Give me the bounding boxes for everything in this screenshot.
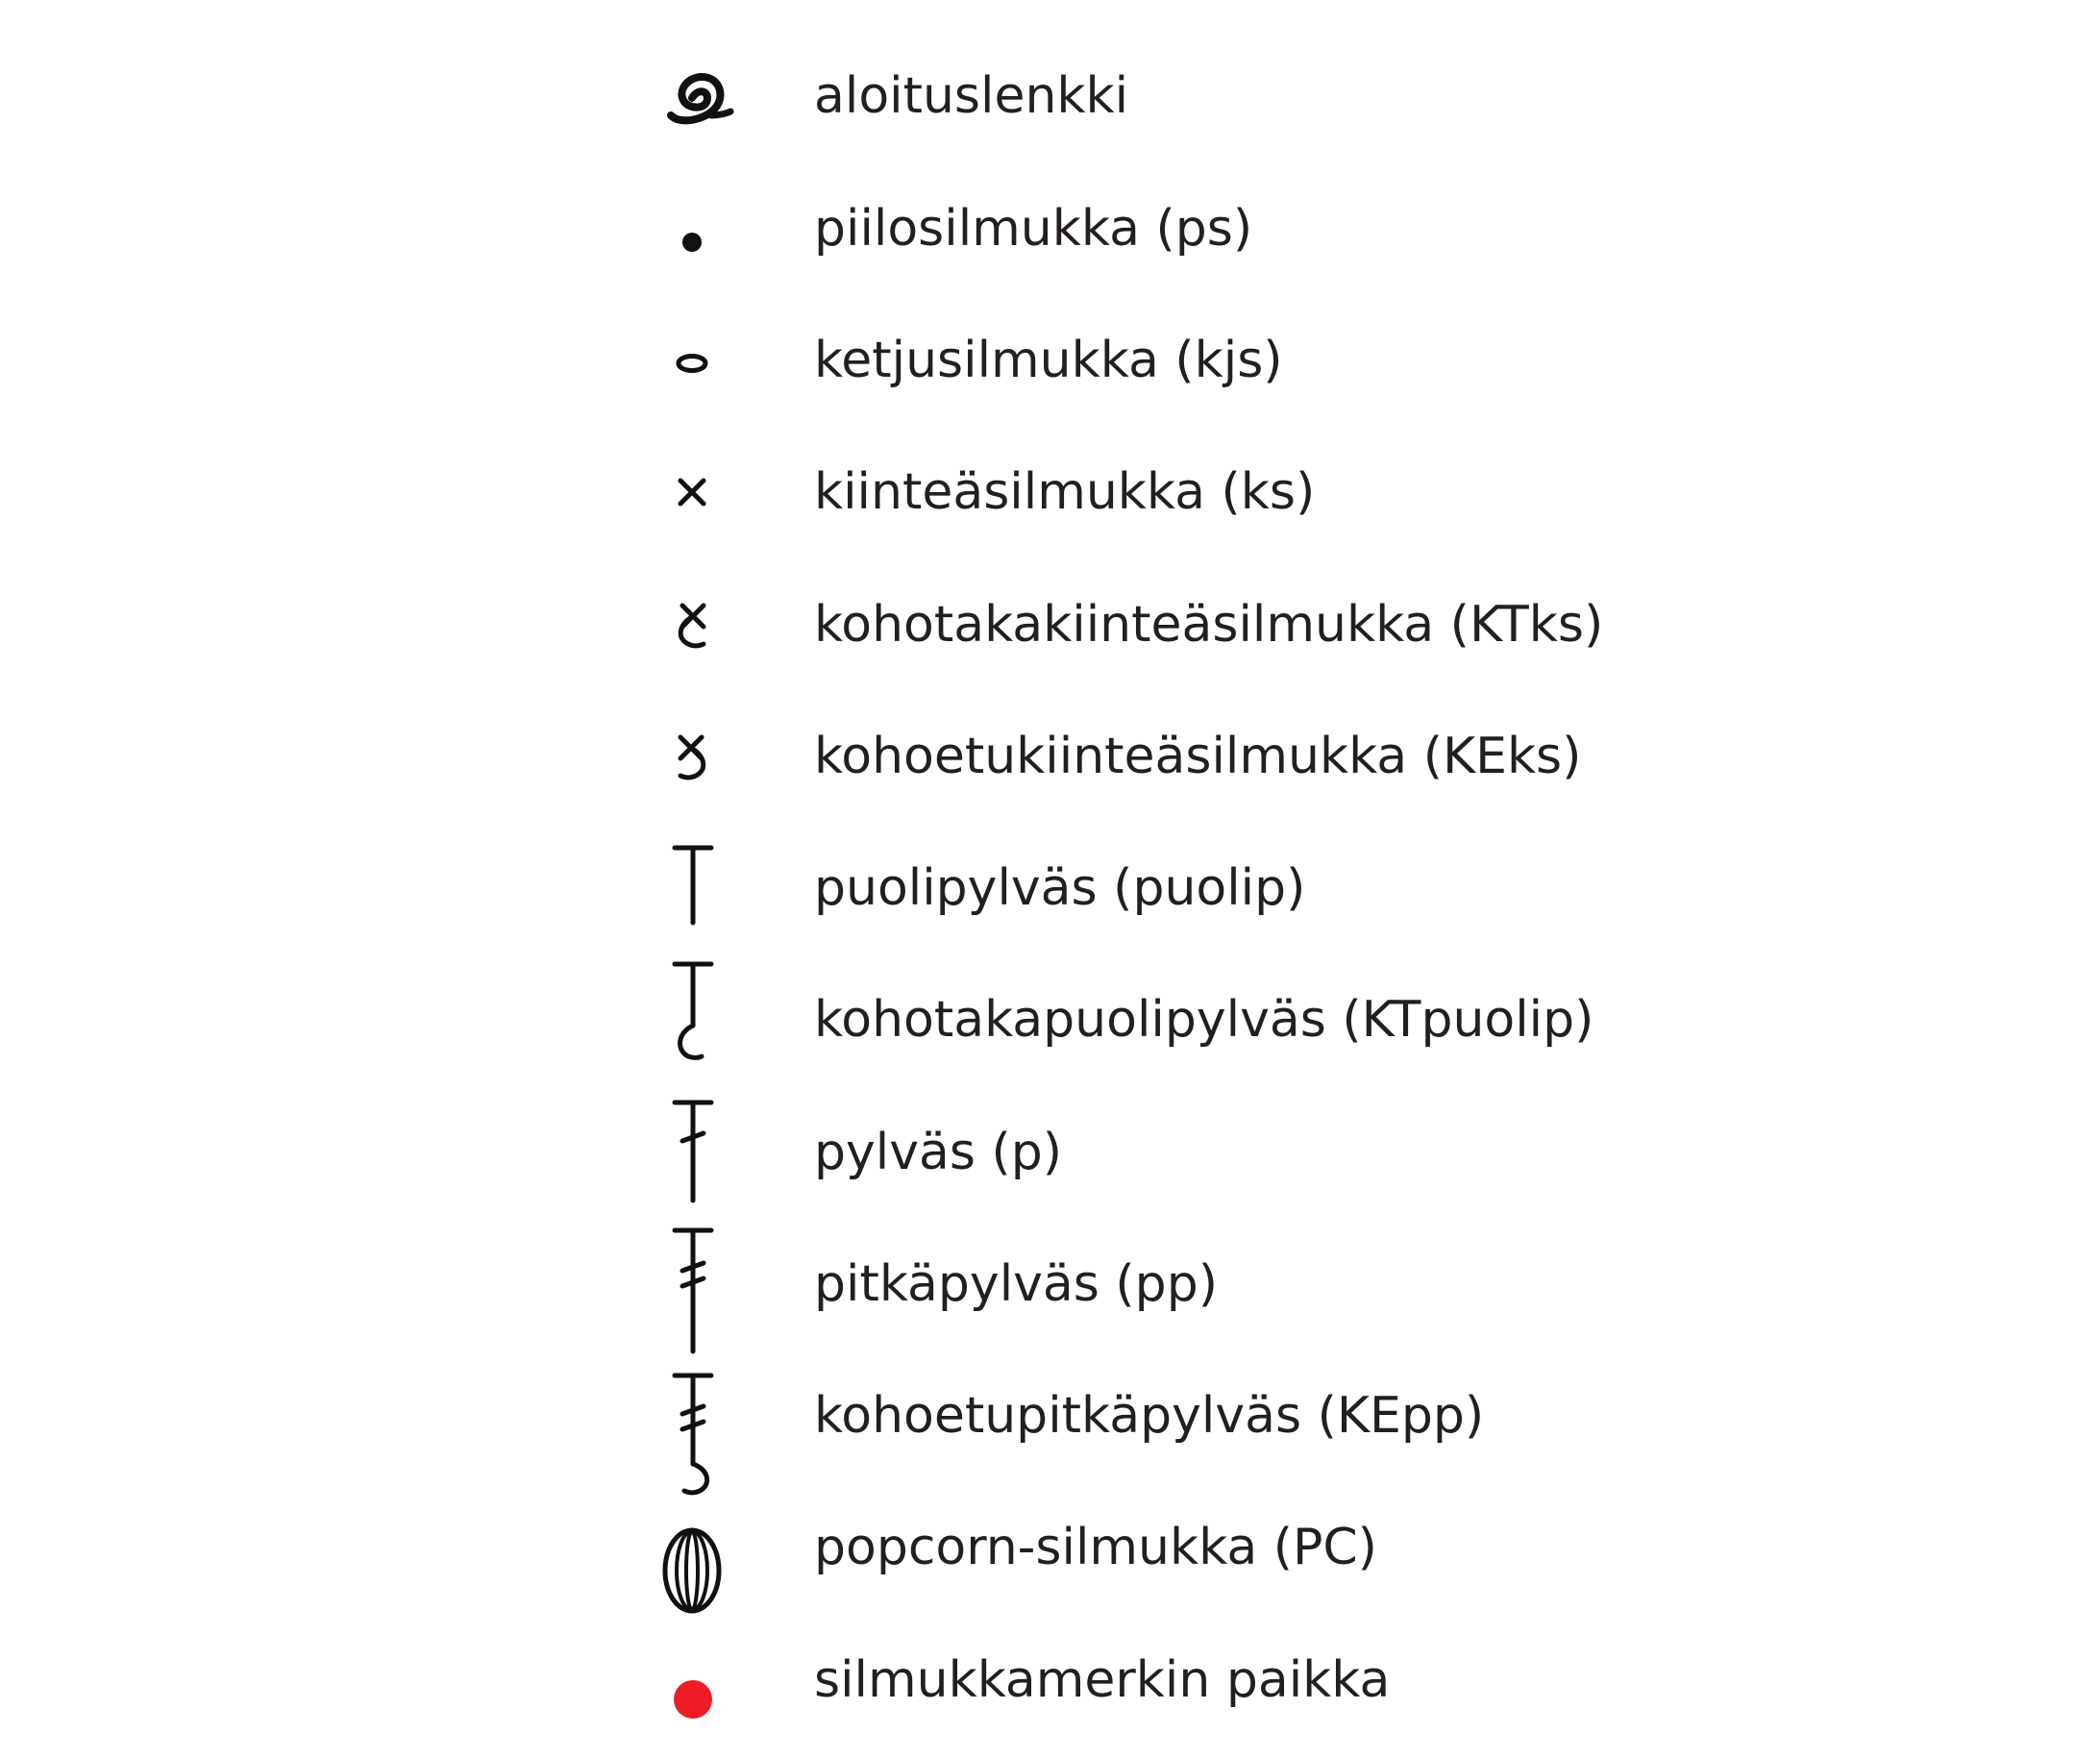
legend-row	[634, 1490, 1884, 1605]
legend-label: pylväs (p)	[814, 1124, 1063, 1181]
back-post-single-crochet-icon	[634, 567, 750, 682]
stitch-marker-icon	[634, 1623, 750, 1738]
legend-label: pitkäpylväs (pp)	[814, 1255, 1218, 1313]
legend-label: kohotakakiinteäsilmukka (KTks)	[814, 596, 1604, 654]
half-double-crochet-icon	[634, 830, 750, 946]
legend-label: kiinteäsilmukka (ks)	[814, 463, 1316, 521]
front-post-single-crochet-icon	[634, 699, 750, 814]
legend-label: kohoetupitkäpylväs (KEpp)	[814, 1387, 1485, 1445]
single-crochet-icon	[634, 434, 750, 550]
popcorn-stitch-icon	[634, 1490, 750, 1605]
magic-ring-icon	[634, 38, 750, 154]
legend-label: kohoetukiinteäsilmukka (KEks)	[814, 728, 1582, 785]
legend-label: puolipylväs (puolip)	[814, 859, 1306, 917]
legend-row	[634, 1226, 1884, 1342]
legend-row	[634, 1095, 1884, 1210]
front-post-treble-crochet-icon	[634, 1358, 750, 1474]
legend-row	[634, 1358, 1884, 1474]
legend-row	[634, 1623, 1884, 1738]
legend-label: kohotakapuolipylväs (KTpuolip)	[814, 991, 1594, 1049]
legend-row	[634, 699, 1884, 814]
legend-row	[634, 962, 1884, 1078]
back-post-half-double-crochet-icon	[634, 962, 750, 1078]
double-crochet-icon	[634, 1095, 750, 1210]
legend-row	[634, 434, 1884, 550]
legend-label: silmukkamerkin paikka	[814, 1651, 1391, 1709]
legend-row	[634, 830, 1884, 946]
treble-crochet-icon	[634, 1226, 750, 1342]
legend-label: ketjusilmukka (kjs)	[814, 332, 1283, 389]
legend-label: aloituslenkki	[814, 67, 1129, 125]
slip-stitch-icon	[634, 171, 750, 286]
chain-stitch-icon	[634, 303, 750, 418]
legend-row	[634, 38, 1884, 154]
legend-row	[634, 567, 1884, 682]
legend-label: piilosilmukka (ps)	[814, 200, 1253, 258]
legend-row	[634, 303, 1884, 418]
legend-label: popcorn-silmukka (PC)	[814, 1519, 1377, 1576]
legend-row	[634, 171, 1884, 286]
